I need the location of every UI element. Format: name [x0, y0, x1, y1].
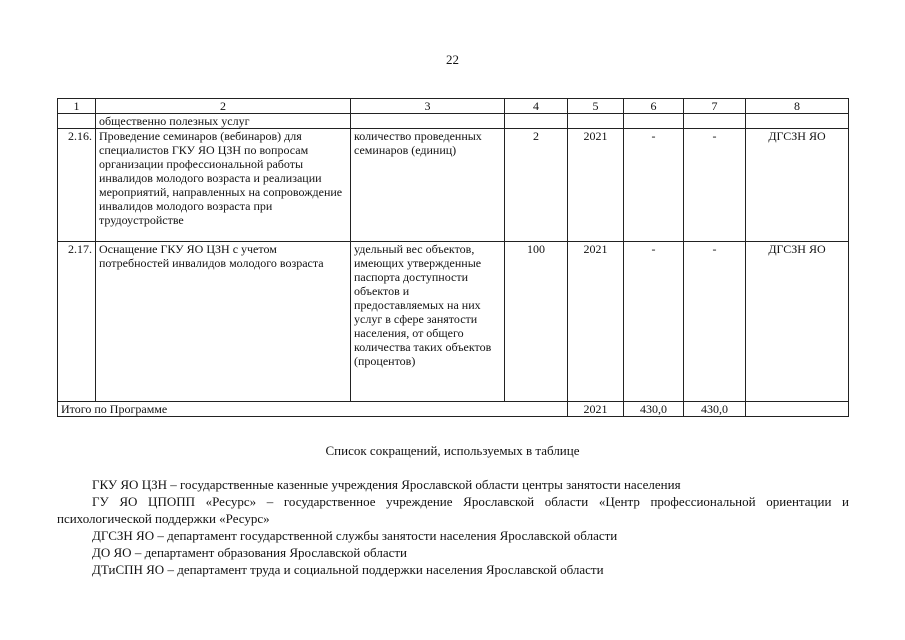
total-label: Итого по Программе — [58, 402, 568, 417]
col7-cell: - — [684, 129, 746, 242]
abbreviation-item: ДГСЗН ЯО – департамент государственной службы занятости населения Ярославской области — [92, 528, 618, 543]
header-cell: 1 — [58, 99, 96, 114]
year-cell: 2021 — [568, 242, 624, 402]
abbreviation-item: ГУ ЯО ЦПОПП «Ресурс» – государственное учреждение Ярославской области «Центр профессиональной ориентации и психологической поддержки «Ресурс» — [57, 494, 849, 526]
row-number: 2.17. — [58, 242, 96, 402]
value-cell: 100 — [505, 242, 568, 402]
col6-cell: - — [624, 242, 684, 402]
table-row — [58, 242, 849, 402]
total-row — [58, 402, 849, 417]
abbreviation-item: ГКУ ЯО ЦЗН – государственные казенные учреждения Ярославской области центры занятости населения — [92, 477, 681, 492]
total-col7: 430,0 — [684, 402, 746, 417]
year-cell: 2021 — [568, 129, 624, 242]
activity-cell: Оснащение ГКУ ЯО ЦЗН с учетом потребностей инвалидов молодого возраста — [96, 242, 351, 402]
executor-cell: ДГСЗН ЯО — [746, 242, 849, 402]
total-year: 2021 — [568, 402, 624, 417]
page-number: 22 — [446, 52, 459, 67]
header-cell: 5 — [568, 99, 624, 114]
abbreviations-title: Список сокращений, используемых в таблице — [325, 443, 580, 458]
row-number: 2.16. — [58, 129, 96, 242]
continuation-text: общественно полезных услуг — [96, 114, 351, 129]
indicator-cell: удельный вес объектов, имеющих утвержденные паспорта доступности объектов и предоставляемых на них услуг в сфере занятости населения, от общего количества таких объектов (процентов) — [351, 242, 505, 402]
header-cell: 3 — [351, 99, 505, 114]
header-cell: 4 — [505, 99, 568, 114]
continuation-row — [58, 114, 849, 129]
indicator-cell: количество проведенных семинаров (единиц) — [351, 129, 505, 242]
header-cell: 2 — [96, 99, 351, 114]
header-cell: 8 — [746, 99, 849, 114]
abbreviation-item: ДО ЯО – департамент образования Ярославской области — [92, 545, 407, 560]
table-row — [58, 129, 849, 242]
abbreviations-list — [57, 476, 849, 578]
table-header-row — [58, 99, 849, 114]
header-cell: 7 — [684, 99, 746, 114]
col7-cell: - — [684, 242, 746, 402]
abbreviation-item: ДТиСПН ЯО – департамент труда и социальной поддержки населения Ярославской области — [92, 562, 604, 577]
program-table — [57, 98, 849, 417]
header-cell: 6 — [624, 99, 684, 114]
executor-cell: ДГСЗН ЯО — [746, 129, 849, 242]
value-cell: 2 — [505, 129, 568, 242]
total-col6: 430,0 — [624, 402, 684, 417]
col6-cell: - — [624, 129, 684, 242]
activity-cell: Проведение семинаров (вебинаров) для специалистов ГКУ ЯО ЦЗН по вопросам организации профессиональной работы инвалидов молодого возраста и реализации мероприятий, направленных на сопровождение инвалидов молодого возраста при трудоустройстве — [96, 129, 351, 242]
